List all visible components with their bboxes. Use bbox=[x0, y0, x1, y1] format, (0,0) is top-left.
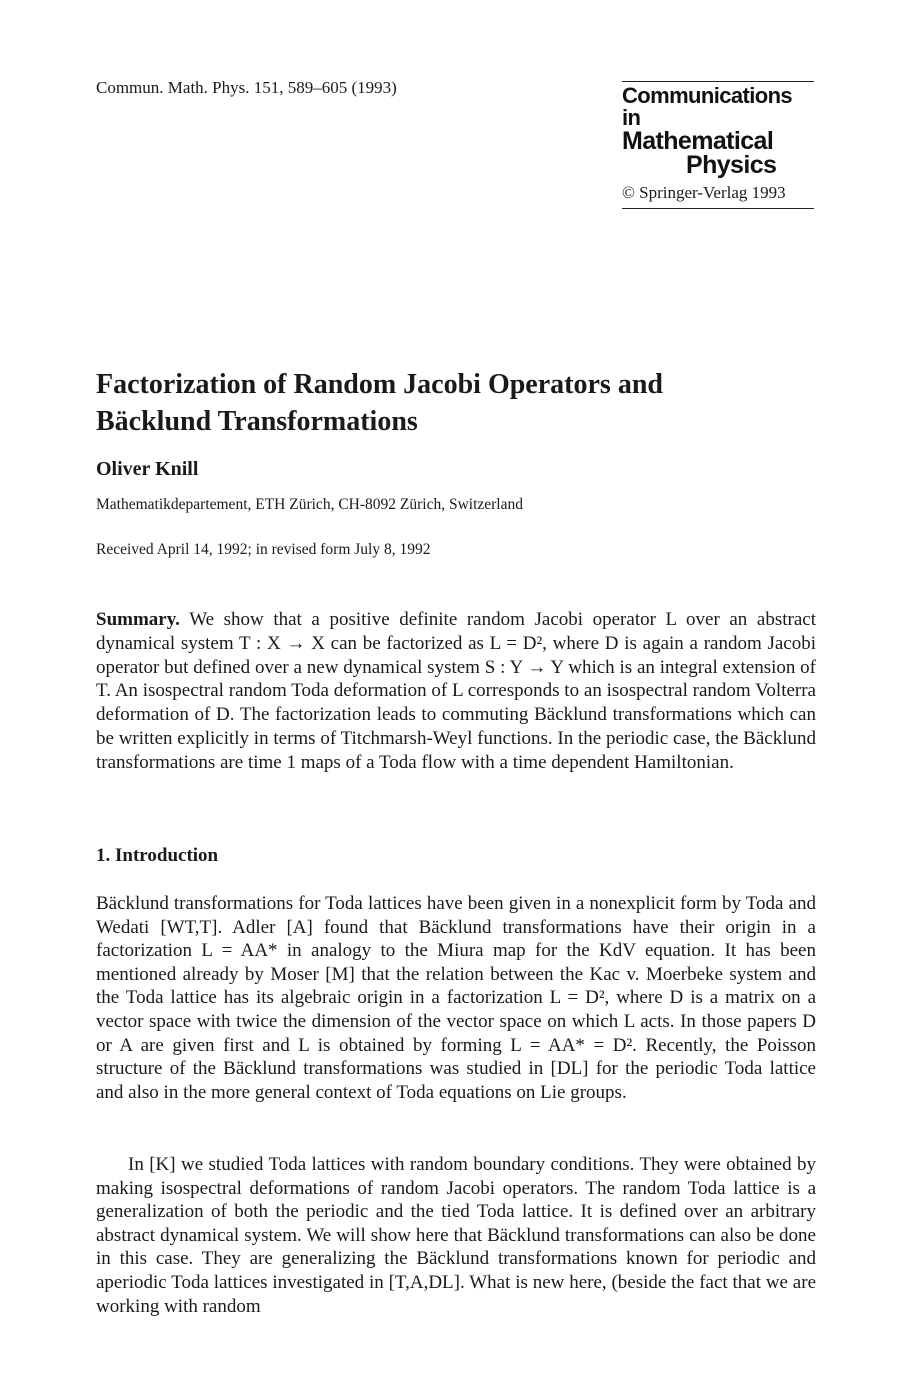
title-line2: Bäcklund Transformations bbox=[96, 406, 418, 437]
journal-name-line3: Physics bbox=[686, 151, 777, 179]
summary-text: We show that a positive definite random Jacobi operator L over an abstract dynamical system T : X → X can be factorized as L = D², where D is again a random Jacobi operator but defined over a new dynamical system S : Y → Y which is an integral extension of T. An isospectral random Toda deformation of L corresponds to an isospectral random Volterra deformation of D. The factorization leads to commuting Bäcklund transformations which can be written explicitly in terms of Titchmarsh-Weyl functions. In the periodic case, the Bäcklund transformations are time 1 maps of a Toda flow with a time dependent Hamiltonian. bbox=[96, 609, 816, 773]
journal-name-line1: Communications in bbox=[622, 83, 793, 130]
copyright: © Springer-Verlag 1993 bbox=[622, 183, 786, 202]
citation: Commun. Math. Phys. 151, 589–605 (1993) bbox=[96, 78, 397, 97]
article-title bbox=[96, 366, 816, 440]
summary bbox=[96, 608, 816, 775]
summary-label: Summary. bbox=[96, 609, 180, 630]
section-title: 1. Introduction bbox=[96, 845, 219, 866]
journal-name-line2: Mathematical bbox=[622, 127, 774, 155]
author: Oliver Knill bbox=[96, 458, 199, 480]
journal-logo bbox=[622, 81, 814, 209]
intro-paragraph-1: Bäcklund transformations for Toda lattices have been given in a nonexplicit form by Toda and Wedati [WT,T]. Adler [A] found that Bäcklund transformations have their origin in a factorization L = AA* in analogy to the Miura map for the KdV equation. It has been mentioned already by Moser [M] that the relation between the Kac v. Moerbeke system and the Toda lattice has its algebraic origin in a factorization L = D², where D is a matrix on a vector space with twice the dimension of the vector space on which L acts. In those papers D or A are given first and L is obtained by forming L = AA* = D². Recently, the Poisson structure of the Bäcklund transformations was studied in [DL] for the periodic Toda lattice and also in the more general context of Toda equations on Lie groups. bbox=[96, 893, 816, 1103]
journal-top-rule bbox=[622, 81, 814, 82]
intro-paragraph-2: In [K] we studied Toda lattices with random boundary conditions. They were obtained by making isospectral deformations of random Jacobi operators. The random Toda lattice is a generalization of both the periodic and the tied Toda lattice. It is defined over an arbitrary abstract dynamical system. We will show here that Bäcklund transformations can also be done in this case. They are generalizing the Bäcklund transformations known for periodic and aperiodic Toda lattices investigated in [T,A,DL]. What is new here, (beside the fact that we are working with random bbox=[96, 1154, 816, 1317]
title-line1: Factorization of Random Jacobi Operators and bbox=[96, 369, 663, 400]
affiliation: Mathematikdepartement, ETH Zürich, CH-8092 Zürich, Switzerland bbox=[96, 496, 523, 513]
journal-bottom-rule bbox=[622, 208, 814, 209]
received-date: Received April 14, 1992; in revised form July 8, 1992 bbox=[96, 541, 431, 558]
